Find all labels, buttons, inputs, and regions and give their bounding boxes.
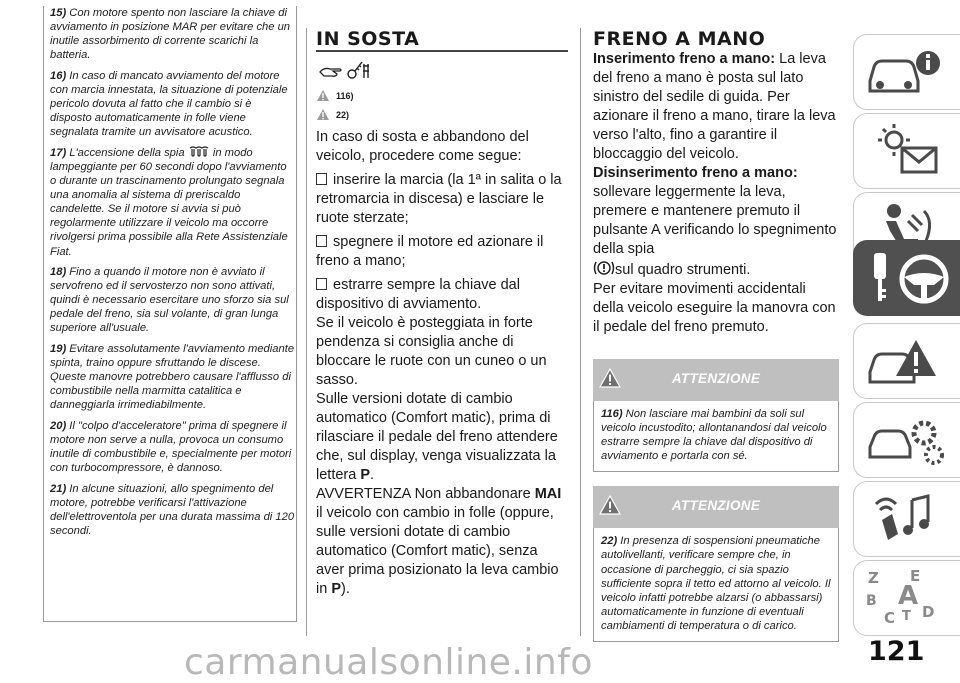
brake-warning-icon bbox=[593, 259, 615, 277]
car-crash-icon bbox=[862, 332, 952, 392]
key-steering-wheel-icon bbox=[860, 249, 956, 309]
index-letters-icon: Z E B A C T D bbox=[866, 567, 935, 627]
note-18: 18) Fino a quando il motore non è avviato il servofreno ed il servosterzo non sono attivati, quindi è necessario esercitare uno sforzo sia sul pedale del freno, sia sul volante, di gran lunga superiore all'usuale. bbox=[50, 266, 289, 335]
warning-ref-116: 116) bbox=[316, 86, 568, 105]
intro-paragraph: In caso di sosta e abbandono del veicolo, procedere come segue: bbox=[316, 129, 529, 164]
checkbox-bullet-icon bbox=[316, 278, 327, 290]
in-sosta-section bbox=[316, 28, 568, 599]
note-17: 17) L'accensione della spia in modo lampeggiante per 60 secondi dopo l'avviamento o durante un trascinamento prolungato segnala una anomalia al sistema di preriscaldo candelette. Se il motore si avvia si può regolarmente utilizzare il veicolo ma occorre rivolgersi prima possibile alla Rete Assistenziale Fiat. bbox=[50, 146, 288, 258]
column-divider bbox=[580, 28, 581, 636]
warning-paragraph: AVVERTENZA Non abbandonare MAI il veicolo con cambio in folle (oppure, sulle versioni dotate di cambio automatico (Comfort matic), senza aver prima posizionato la leva cambio in P). bbox=[316, 486, 562, 597]
checkbox-bullet-icon bbox=[316, 173, 327, 185]
bullet-item: estrarre sempre la chiave dal dispositivo di avviamento. bbox=[316, 277, 520, 312]
watermark: carmanualsonline.info bbox=[184, 642, 593, 683]
column-divider bbox=[306, 28, 307, 636]
glow-plug-icon bbox=[188, 146, 210, 157]
warning-lights-icon bbox=[862, 122, 952, 182]
parking-symbol-row bbox=[316, 52, 568, 86]
media-music-icon bbox=[862, 490, 952, 550]
car-gears-icon bbox=[862, 411, 952, 471]
warning-body: 116) Non lasciare mai bambini da soli sul veicolo incustodito; allontanandosi dal veicolo estrarre sempre la chiave dal dispositivo di avviamento e portarla con sé. bbox=[593, 401, 839, 472]
checkbox-bullet-icon bbox=[316, 235, 327, 247]
tab-car-info[interactable] bbox=[853, 34, 960, 110]
automatic-paragraph: Sulle versioni dotate di cambio automatico (Comfort matic), prima di rilasciare il pedale del freno attendere che, sul display, venga visualizzata la lettera P. bbox=[316, 391, 558, 483]
freno-section bbox=[593, 28, 839, 642]
hand-key-icon bbox=[318, 58, 372, 82]
tab-warning-lights[interactable] bbox=[853, 113, 960, 189]
bullet-item: spegnere il motore ed azionare il freno a mano; bbox=[316, 234, 544, 269]
note-16: 16) In caso di mancato avviamento del motore con marcia innestata, la situazione di potenziale pericolo dovuta al fatto che il cambio si è disposto automaticamente in folle viene segnalata tramite un avvisatore acustico. bbox=[50, 69, 288, 139]
page-number: 121 bbox=[868, 636, 925, 667]
tab-index[interactable] bbox=[853, 560, 960, 636]
warning-header: ATTENZIONE bbox=[593, 486, 839, 528]
inserimento-paragraph: Inserimento freno a mano: La leva del freno a mano è posta sul lato sinistro del sedile di guida. Per azionare il freno a mano, tirare la leva verso l'alto, fino a garantire il bloccaggio del veicolo. bbox=[593, 51, 836, 162]
tab-emergency[interactable] bbox=[853, 323, 960, 399]
note-15: 15) Con motore spento non lasciare la chiave di avviamento in posizione MAR per evitare che un inutile assorbimento di corrente scarichi la batteria. bbox=[50, 7, 291, 62]
warning-triangle-icon bbox=[316, 89, 330, 102]
warning-ref-22: 22) bbox=[316, 105, 568, 124]
tab-multimedia[interactable] bbox=[853, 481, 960, 557]
in-sosta-heading: IN SOSTA bbox=[316, 28, 420, 50]
warning-header: ATTENZIONE bbox=[593, 359, 839, 401]
warning-box-22 bbox=[593, 486, 839, 642]
slope-paragraph: Se il veicolo è posteggiata in forte pendenza si consiglia anche di bloccare le ruote con un cuneo o un sasso. bbox=[316, 315, 547, 388]
note-20: 20) Il "colpo d'acceleratore" prima di spegnere il motore non serve a nulla, provoca un consumo inutile di combustibile e, specialmente per motori con turbocompressore, è dannoso. bbox=[50, 420, 292, 475]
tab-starting-driving[interactable] bbox=[853, 240, 960, 316]
warning-triangle-icon bbox=[316, 108, 330, 121]
freno-heading: FRENO A MANO bbox=[593, 28, 766, 50]
tab-maintenance[interactable] bbox=[853, 402, 960, 478]
final-paragraph: Per evitare movimenti accidentali della veicolo eseguire la manovra con il pedale del freno premuto. bbox=[593, 281, 836, 335]
warning-body: 22) In presenza di sospensioni pneumatiche autolivellanti, verificare sempre che, in occasione di parcheggio, ci sia spazio sufficiente sopra il tetto ed attorno al veicolo. Il veicolo infatti potrebbe alzarsi (o abbassarsi) automaticamente in funzione di eventuali cambiamenti di temperatura o di carico. bbox=[593, 528, 839, 642]
bullet-item: inserire la marcia (la 1ª in salita o la retromarcia in discesa) e lasciare le ruote sterzate; bbox=[316, 172, 562, 226]
disinserimento-paragraph: Disinserimento freno a mano: sollevare leggermente la leva, premere e mantenere premuto il pulsante A verificando lo spegnimento della spia sul quadro strumenti. bbox=[593, 165, 837, 278]
car-info-icon bbox=[862, 43, 952, 103]
note-19: 19) Evitare assolutamente l'avviamento mediante spinta, traino oppure sfruttando le discese. Queste manovre potrebbero causare l'afflusso di combustibile nella marmitta catalitica e danneggiarla irrimediabilmente. bbox=[50, 343, 295, 412]
note-21: 21) In alcune situazioni, allo spegnimento del motore, potrebbe verificarsi l'attivazione dell'elettroventola per una durata massima di 120 secondi. bbox=[50, 482, 295, 538]
notes-column bbox=[50, 6, 295, 545]
warning-box-116 bbox=[593, 359, 839, 472]
